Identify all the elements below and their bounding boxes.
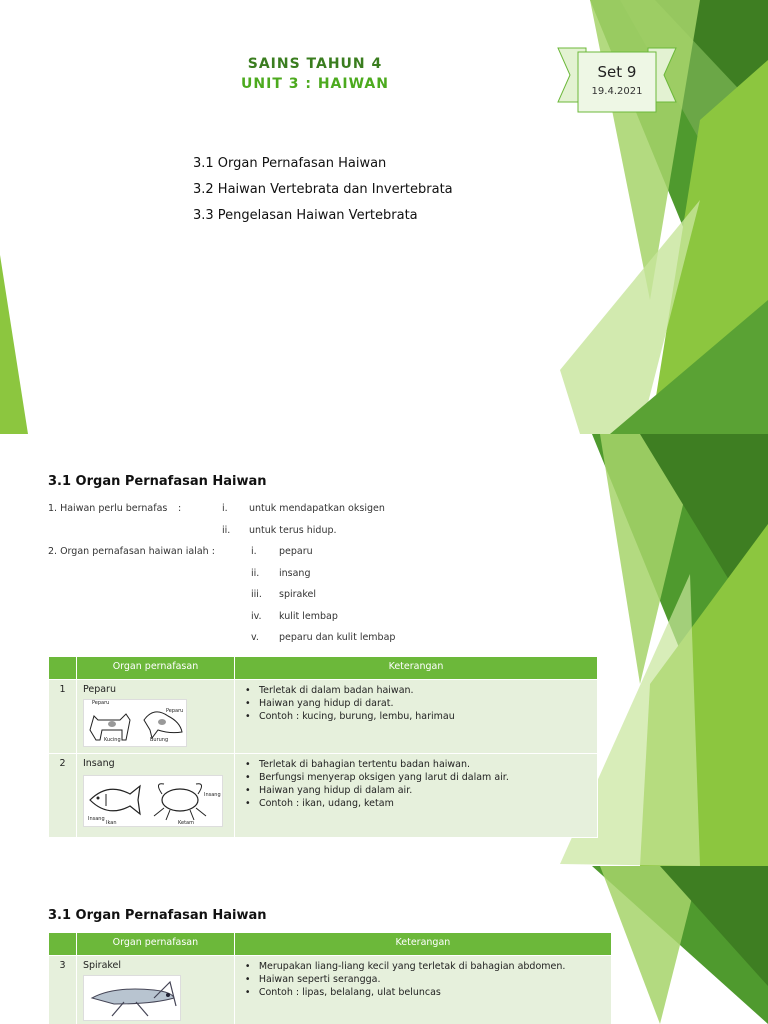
organ-name: Spirakel	[82, 960, 122, 971]
row-number: 1	[49, 680, 77, 754]
bullet-point: • Haiwan yang hidup di darat.	[259, 697, 591, 710]
fish-crab-illustration	[84, 776, 222, 826]
row-number: 2	[49, 754, 77, 838]
list-number: ii.	[251, 568, 260, 579]
header-cell-num	[49, 657, 77, 680]
organ-name: Insang	[82, 758, 115, 769]
table-row	[49, 956, 612, 1024]
list-item: peparu dan kulit lembap	[279, 632, 396, 643]
image-label: Peparu	[91, 700, 110, 706]
list-item: insang	[279, 568, 311, 579]
list-number: i.	[251, 546, 257, 557]
description-cell	[234, 680, 597, 754]
list-number: i.	[222, 503, 228, 514]
image-label: Insang	[203, 792, 221, 798]
bullet-point: • Merupakan liang-liang kecil yang terletak di bahagian abdomen.	[259, 960, 605, 973]
list-item: spirakel	[279, 589, 316, 600]
list-item: untuk terus hidup.	[249, 525, 337, 536]
table-row	[49, 680, 598, 754]
course-title: SAINS TAHUN 4	[247, 56, 383, 72]
list-item: peparu	[279, 546, 313, 557]
gill-animals-image	[83, 775, 223, 827]
slide-respiratory-organs	[0, 434, 768, 866]
bullet-point: • Terletak di bahagian tertentu badan haiwan.	[259, 758, 591, 771]
list-number: iv.	[251, 611, 262, 622]
list-number: v.	[251, 632, 259, 643]
image-label: Peparu	[165, 708, 184, 714]
image-label: Ketam	[177, 820, 194, 826]
question-1-colon: :	[178, 503, 182, 514]
organ-name: Peparu	[82, 684, 116, 695]
toc-item: 3.2 Haiwan Vertebrata dan Invertebrata	[193, 182, 453, 197]
slide-title	[0, 0, 768, 434]
image-label: Burung	[149, 737, 169, 743]
organ-cell	[76, 956, 234, 1024]
header-description: Keterangan	[234, 933, 611, 956]
header-organ: Organ pernafasan	[76, 933, 234, 956]
header-organ: Organ pernafasan	[76, 657, 234, 680]
list-number: ii.	[222, 525, 231, 536]
list-item: untuk mendapatkan oksigen	[249, 503, 385, 514]
toc-item: 3.1 Organ Pernafasan Haiwan	[193, 156, 387, 171]
table-header-row	[49, 933, 612, 956]
question-1: 1. Haiwan perlu bernafas	[48, 503, 168, 514]
organ-table	[48, 656, 598, 838]
bullet-point: • Berfungsi menyerap oksigen yang larut di dalam air.	[259, 771, 591, 784]
bullet-point: • Haiwan yang hidup di dalam air.	[259, 784, 591, 797]
organ-cell	[76, 754, 234, 838]
organ-cell	[76, 680, 234, 754]
set-badge	[556, 44, 678, 114]
set-label: Set 9	[597, 63, 637, 81]
bullet-point: • Haiwan seperti serangga.	[259, 973, 605, 986]
description-cell	[234, 956, 611, 1024]
bullet-point: • Contoh : ikan, udang, ketam	[259, 797, 591, 810]
bullet-point: • Terletak di dalam badan haiwan.	[259, 684, 591, 697]
slide-respiratory-organs-continued	[0, 866, 768, 1024]
toc-item: 3.3 Pengelasan Haiwan Vertebrata	[193, 208, 418, 223]
grasshopper-image	[83, 975, 181, 1021]
section-heading: 3.1 Organ Pernafasan Haiwan	[48, 474, 267, 489]
lung-animals-image	[83, 699, 187, 747]
header-cell-num	[49, 933, 77, 956]
row-number: 3	[49, 956, 77, 1024]
image-label: Insang	[87, 816, 105, 822]
bullet-point: • Contoh : lipas, belalang, ulat beluncas	[259, 986, 605, 999]
cat-bird-illustration	[84, 700, 186, 746]
description-cell	[234, 754, 597, 838]
list-item: kulit lembap	[279, 611, 338, 622]
question-2: 2. Organ pernafasan haiwan ialah :	[48, 546, 215, 557]
section-heading: 3.1 Organ Pernafasan Haiwan	[48, 908, 267, 923]
image-label: Ikan	[105, 820, 117, 826]
set-date: 19.4.2021	[591, 86, 643, 97]
list-number: iii.	[251, 589, 262, 600]
table-row	[49, 754, 598, 838]
image-label: Kucing	[103, 737, 121, 743]
organ-table	[48, 932, 612, 1024]
header-description: Keterangan	[234, 657, 597, 680]
unit-title: UNIT 3 : HAIWAN	[241, 76, 389, 92]
bullet-point: • Contoh : kucing, burung, lembu, harimau	[259, 710, 591, 723]
grasshopper-illustration	[84, 976, 180, 1020]
table-header-row	[49, 657, 598, 680]
